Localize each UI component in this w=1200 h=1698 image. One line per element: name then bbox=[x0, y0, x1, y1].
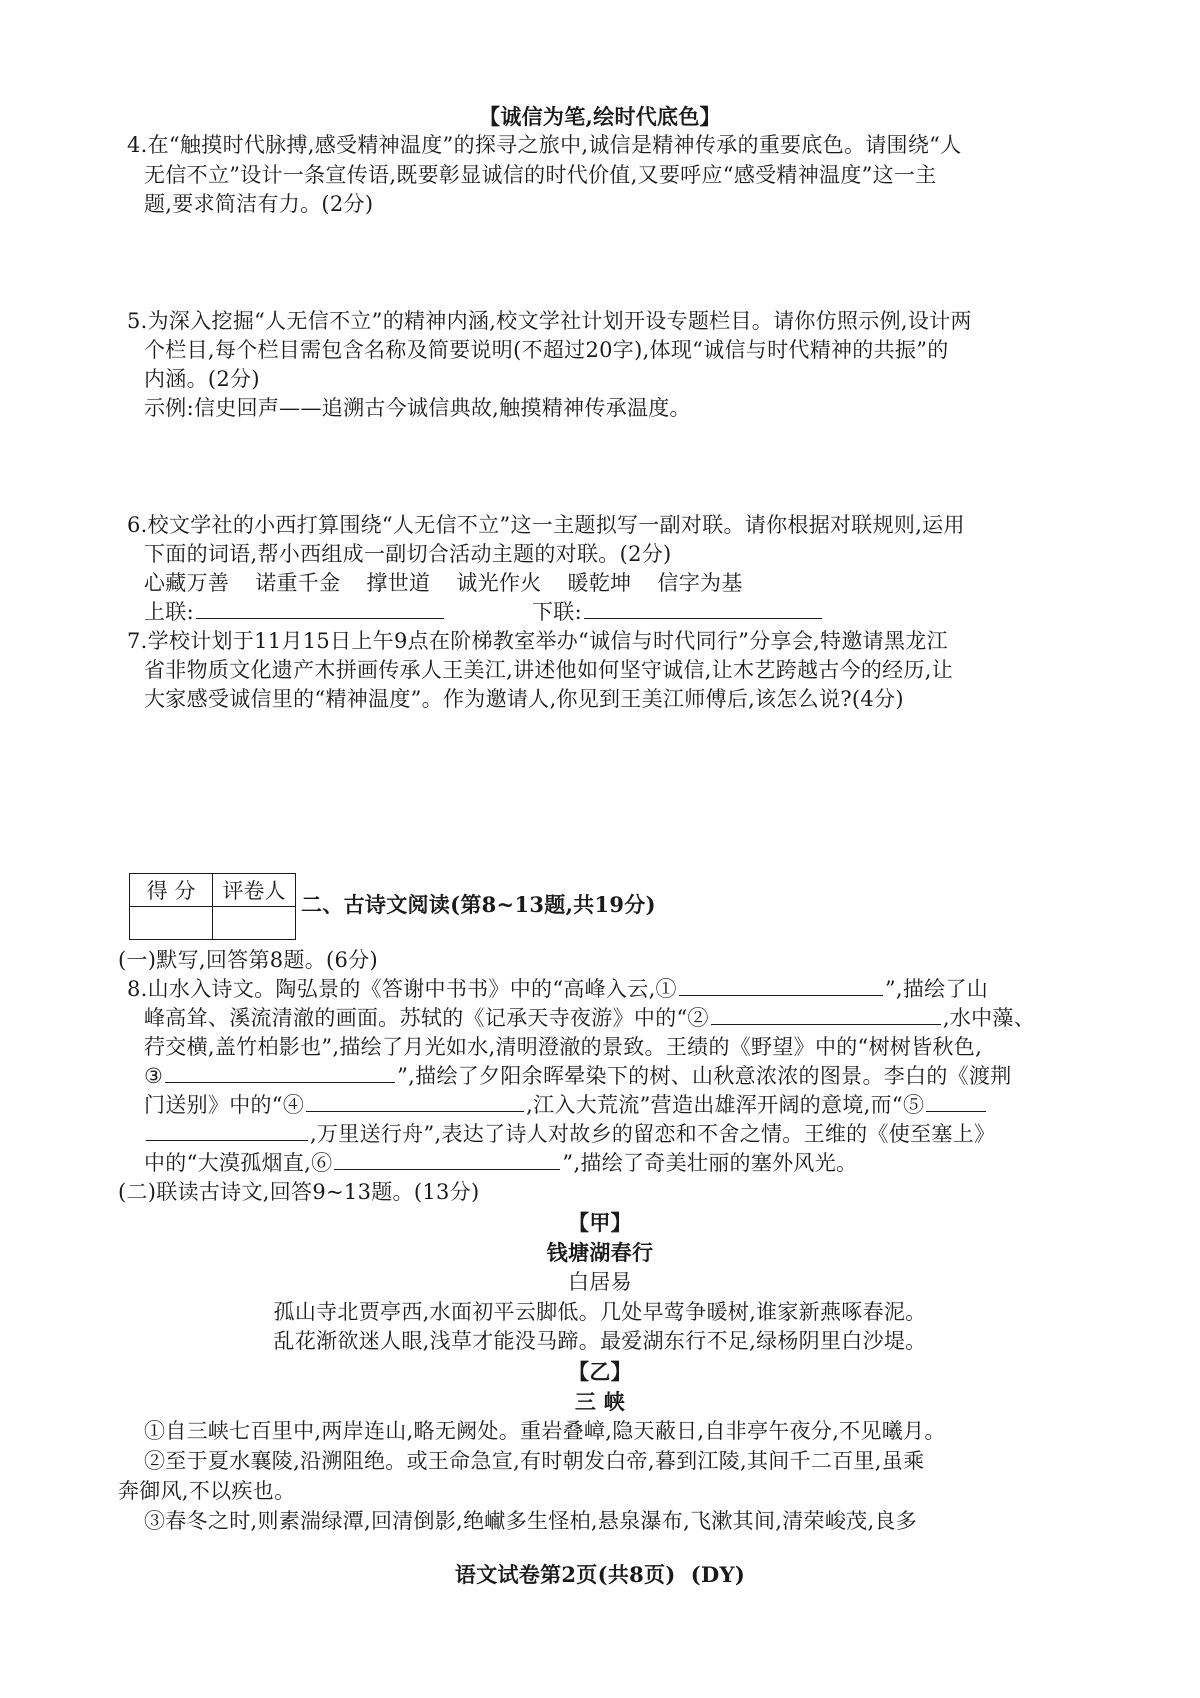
q8-text: 中的“大漠孤烟直,⑥ bbox=[144, 1151, 333, 1175]
q6-line-2: 下面的词语,帮小西组成一副切合活动主题的对联。(2分) bbox=[144, 542, 672, 566]
q8-text: ③ bbox=[144, 1064, 164, 1088]
q8-text: ,江入大荒流”营造出雄浑开阔的意境,而“⑤ bbox=[526, 1093, 925, 1117]
q8-text: 8.山水入诗文。陶弘景的《答谢中书书》中的“高峰入云,① bbox=[127, 977, 677, 1001]
q8-line-4 bbox=[144, 1062, 1012, 1091]
q7-line-3: 大家感受诚信里的“精神温度”。作为邀请人,你见到王美江师傅后,该怎么说?(4分) bbox=[144, 687, 904, 711]
q8-text: 峰高耸、溪流清澈的画面。苏轼的《记承天寺夜游》中的“② bbox=[144, 1006, 709, 1030]
q8-text: ,万里送行舟”,表达了诗人对故乡的留恋和不舍之情。王维的《使至塞上》 bbox=[310, 1122, 996, 1146]
q8-line-2 bbox=[144, 1004, 1035, 1033]
sub2-title: (二)联读古诗文,回答9~13题。(13分) bbox=[118, 1180, 480, 1204]
lower-label: 下联: bbox=[532, 600, 582, 624]
blank-3[interactable] bbox=[165, 1062, 395, 1083]
page-footer: 语文试卷第2页(共8页) (DY) bbox=[454, 1562, 746, 1587]
q7-line-2: 省非物质文化遗产木拼画传承人王美江,讲述他如何坚守诚信,让木艺跨越古今的经历,让 bbox=[144, 658, 954, 682]
prose-para-2: ②至于夏水襄陵,沿溯阻绝。或王命急宣,有时朝发白帝,暮到江陵,其间千二百里,虽乘 bbox=[144, 1449, 925, 1473]
lower-answer-blank[interactable] bbox=[584, 598, 822, 619]
poem-title: 钱塘湖春行 bbox=[546, 1240, 654, 1265]
q8-text: ”,描绘了山 bbox=[884, 977, 989, 1001]
score-header: 得 分 bbox=[130, 874, 213, 907]
sub1-title: (一)默写,回答第8题。(6分) bbox=[118, 948, 378, 972]
q8-line-5 bbox=[144, 1091, 988, 1120]
blank-2[interactable] bbox=[711, 1004, 941, 1025]
prose-para-1: ①自三峡七百里中,两岸连山,略无阙处。重岩叠嶂,隐天蔽日,自非亭午夜分,不见曦月。 bbox=[144, 1419, 946, 1443]
grader-cell[interactable] bbox=[213, 907, 296, 940]
q5-line-1: 5.为深入挖掘“人无信不立”的精神内涵,校文学社计划开设专题栏目。请你仿照示例,设计两 bbox=[127, 309, 972, 333]
q5-line-2: 个栏目,每个栏目需包含名称及简要说明(不超过20字),体现“诚信与时代精神的共振”的 bbox=[144, 338, 949, 362]
q6-phrase-list bbox=[144, 569, 769, 598]
jia-marker: 【甲】 bbox=[568, 1210, 632, 1235]
blank-6[interactable] bbox=[334, 1149, 560, 1170]
q5-line-3: 内涵。(2分) bbox=[144, 367, 260, 391]
q8-text: ”,描绘了奇美壮丽的塞外风光。 bbox=[562, 1151, 858, 1175]
blank-5-start[interactable] bbox=[926, 1091, 986, 1112]
upper-label: 上联: bbox=[144, 600, 194, 624]
section-title: 【诚信为笔,绘时代底色】 bbox=[479, 104, 721, 129]
q4-line-2: 无信不立”设计一条宣传语,既要彰显诚信的时代价值,又要呼应“感受精神温度”这一主 bbox=[144, 163, 937, 187]
score-cell[interactable] bbox=[130, 907, 213, 940]
part2-title: 二、古诗文阅读(第8~13题,共19分) bbox=[301, 892, 656, 917]
q7-line-1: 7.学校计划于11月15日上午9点在阶梯教室举办“诚信与时代同行”分享会,特邀请黑龙江 bbox=[127, 629, 948, 653]
q8-line-6 bbox=[144, 1120, 995, 1149]
q4-line-3: 题,要求简洁有力。(2分) bbox=[144, 192, 374, 216]
phrase-item: 诚光作火 bbox=[456, 571, 542, 595]
blank-1[interactable] bbox=[679, 975, 883, 996]
phrase-item: 暖乾坤 bbox=[567, 571, 632, 595]
yi-marker: 【乙】 bbox=[568, 1359, 632, 1384]
q8-text: ”,描绘了夕阳余晖晕染下的树、山秋意浓浓的图景。李白的《渡荆 bbox=[397, 1064, 1012, 1088]
q8-line-7 bbox=[144, 1149, 857, 1178]
phrase-item: 信字为基 bbox=[657, 571, 743, 595]
q4-line-1: 4.在“触摸时代脉搏,感受精神温度”的探寻之旅中,诚信是精神传承的重要底色。请围绕“人 bbox=[127, 133, 962, 157]
q8-line-3: 荇交横,盖竹柏影也”,描绘了月光如水,清明澄澈的景致。王绩的《野望》中的“树树皆秋色, bbox=[144, 1035, 983, 1059]
poem-author: 白居易 bbox=[568, 1270, 632, 1294]
prose-title: 三 峡 bbox=[574, 1389, 626, 1414]
q8-line-1 bbox=[127, 975, 988, 1004]
blank-4[interactable] bbox=[306, 1091, 524, 1112]
q8-text: 门送别》中的“④ bbox=[144, 1093, 305, 1117]
blank-5-end[interactable] bbox=[146, 1120, 308, 1141]
upper-answer-blank[interactable] bbox=[196, 598, 444, 619]
q5-example: 示例:信史回声——追溯古今诚信典故,触摸精神传承温度。 bbox=[144, 396, 691, 420]
score-table bbox=[129, 873, 296, 940]
poem-line-1: 孤山寺北贾亭西,水面初平云脚低。几处早莺争暖树,谁家新燕啄春泥。 bbox=[273, 1300, 927, 1324]
couplet-upper bbox=[144, 598, 446, 627]
poem-line-2: 乱花渐欲迷人眼,浅草才能没马蹄。最爱湖东行不足,绿杨阴里白沙堤。 bbox=[273, 1329, 927, 1353]
q8-text: ,水中藻、 bbox=[942, 1006, 1036, 1030]
q6-line-1: 6.校文学社的小西打算围绕“人无信不立”这一主题拟写一副对联。请你根据对联规则,运用 bbox=[127, 513, 965, 537]
phrase-item: 诺重千金 bbox=[255, 571, 341, 595]
phrase-item: 撑世道 bbox=[366, 571, 431, 595]
prose-para-2-cont: 奔御风,不以疾也。 bbox=[118, 1479, 296, 1503]
prose-para-3: ③春冬之时,则素湍绿潭,回清倒影,绝𪩘多生怪柏,悬泉瀑布,飞漱其间,清荣峻茂,良多 bbox=[144, 1509, 918, 1533]
grader-header: 评卷人 bbox=[213, 874, 296, 907]
couplet-lower bbox=[532, 598, 824, 627]
phrase-item: 心藏万善 bbox=[144, 571, 230, 595]
